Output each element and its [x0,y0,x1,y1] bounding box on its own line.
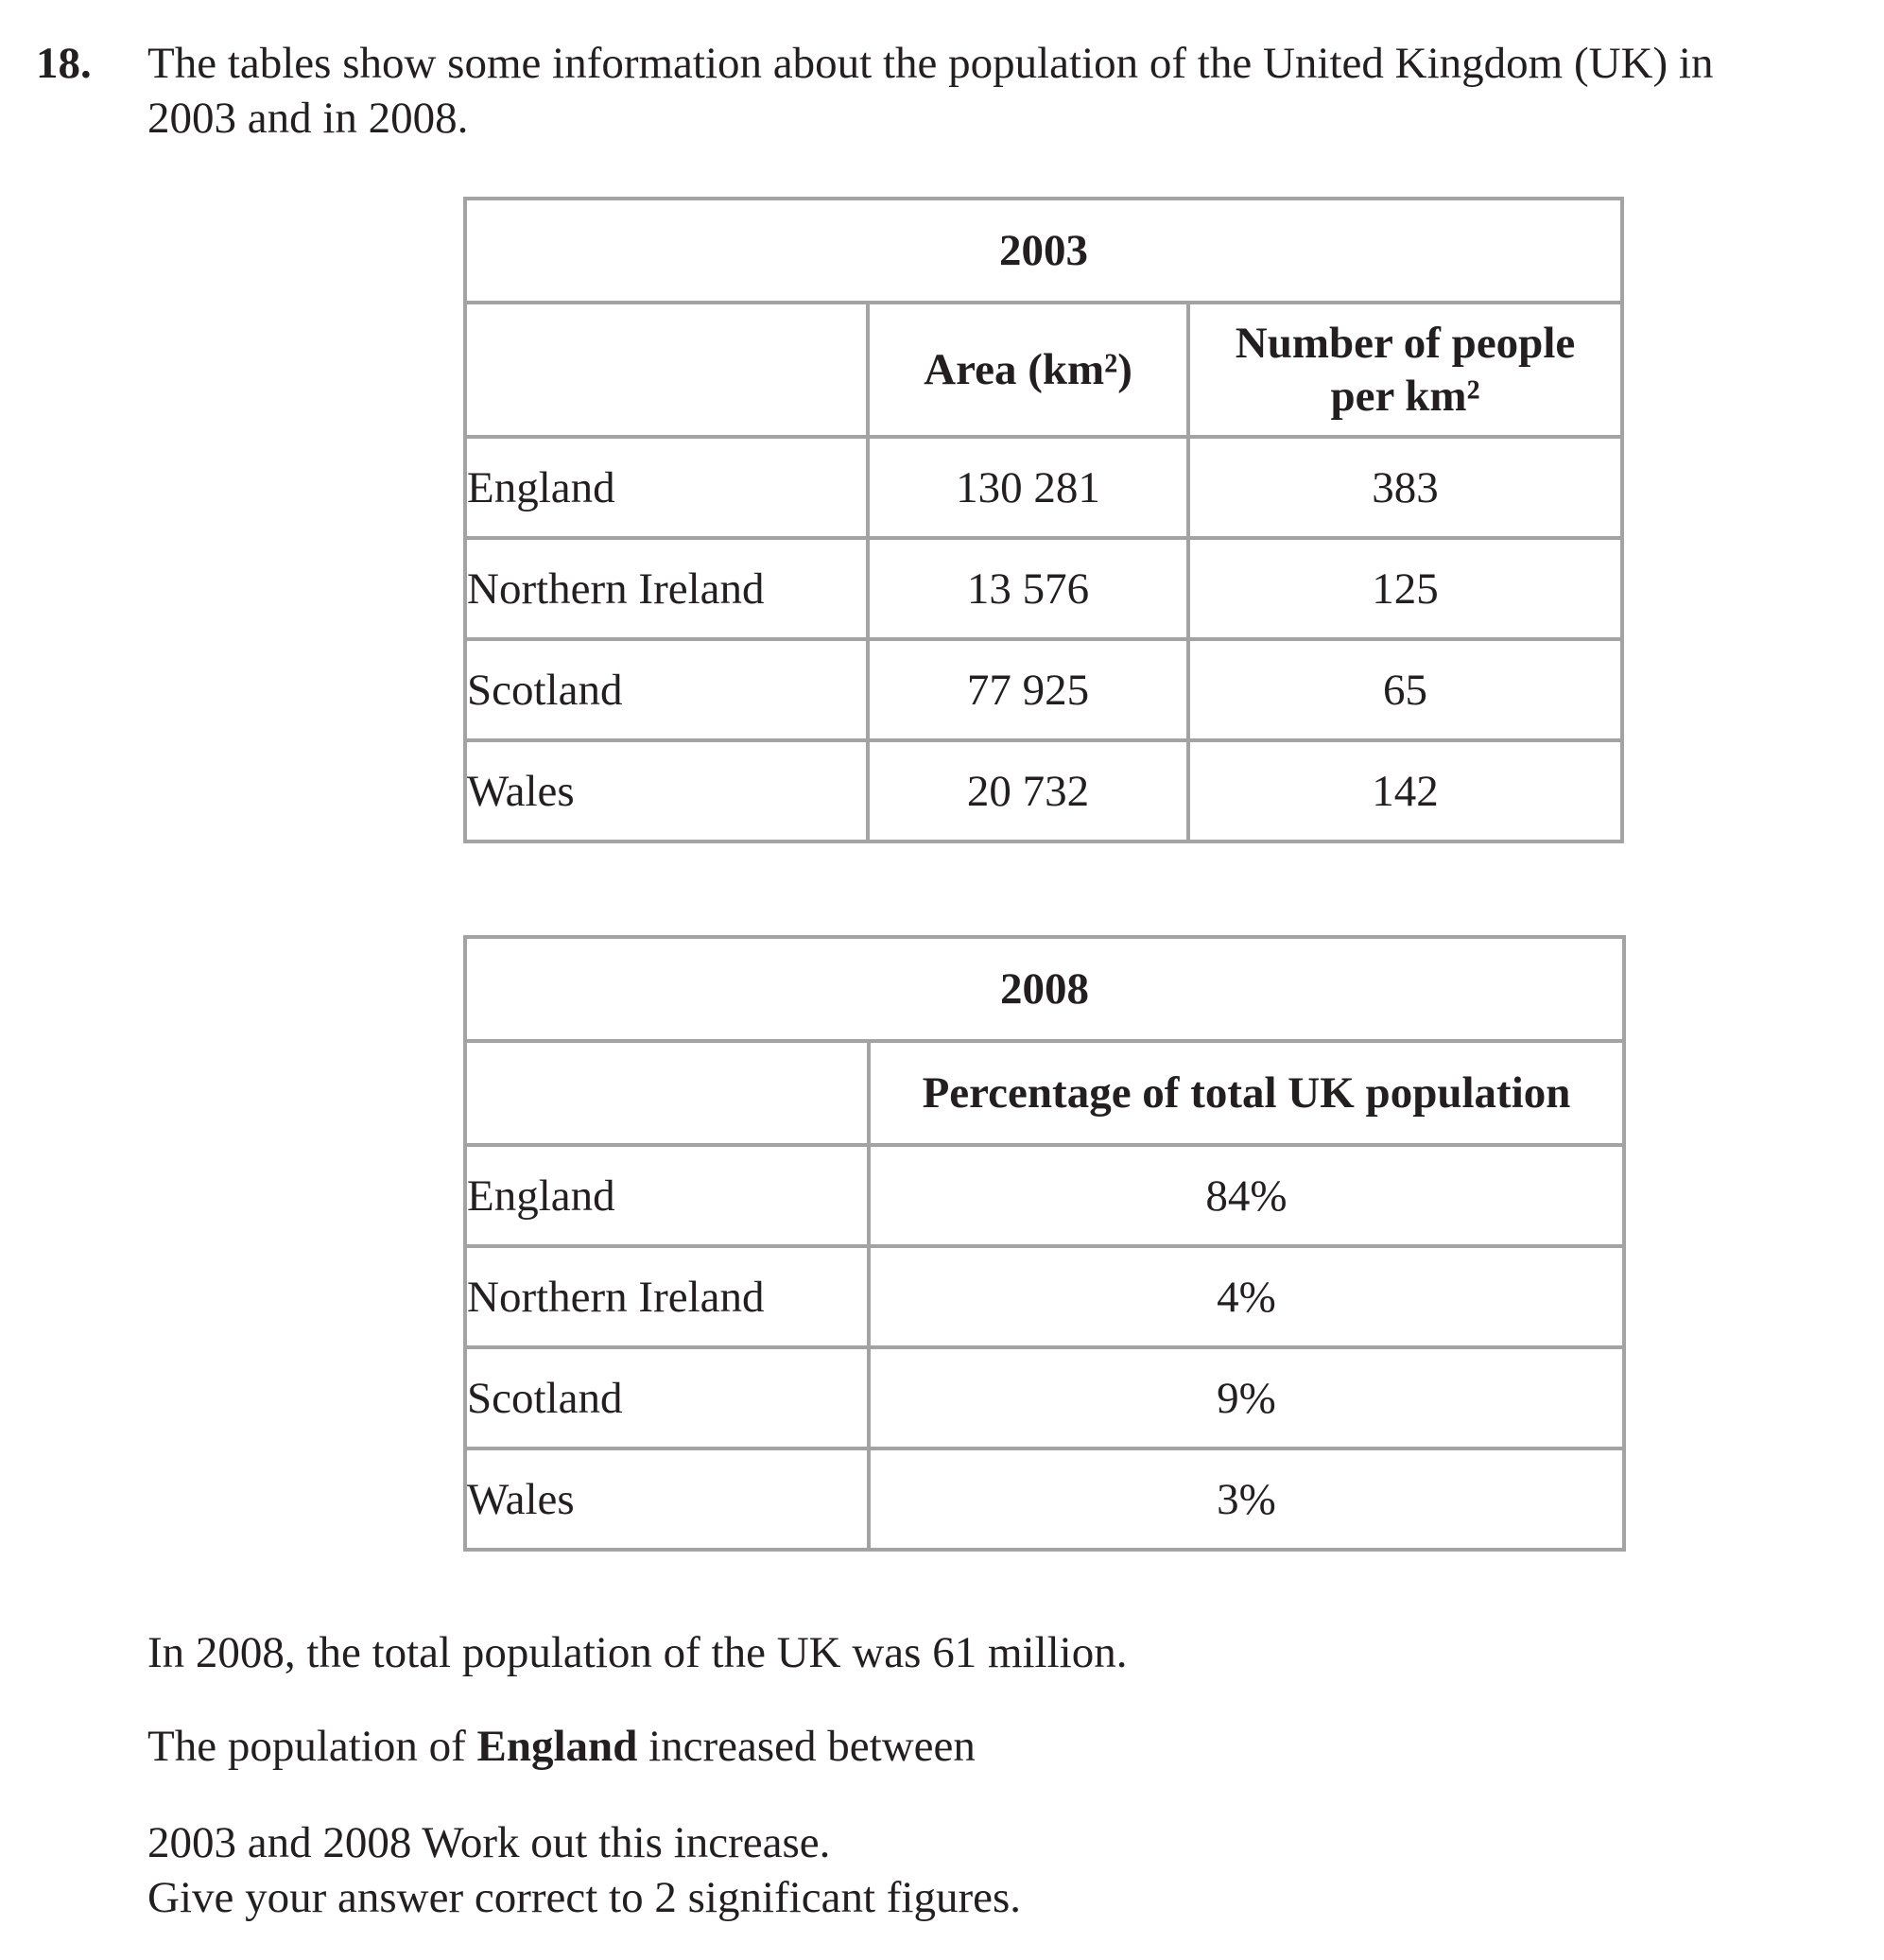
density-cell: 142 [1188,740,1622,841]
area-cell: 130 281 [868,437,1188,538]
table-2003-header-density-line-1: Number of people [1235,319,1576,368]
table-row [465,1145,1624,1246]
question-number: 18. [36,39,92,88]
table-2008 [463,935,1626,1552]
density-cell: 125 [1188,538,1622,639]
intro-line-2: 2003 and in 2008. [147,94,469,143]
region-cell: Wales [465,740,868,841]
area-cell: 77 925 [868,639,1188,740]
density-cell: 65 [1188,639,1622,740]
density-cell: 383 [1188,437,1622,538]
region-cell: Scotland [465,639,868,740]
table-2003-header-area: Area (km²) [868,303,1188,437]
increase-bold-england: England [476,1722,638,1771]
region-cell: England [465,1145,869,1246]
percentage-cell: 3% [869,1448,1624,1550]
increase-prefix: The population of [147,1722,477,1771]
table-row [465,1347,1624,1448]
percentage-cell: 84% [869,1145,1624,1246]
instruction-line-2: Give your answer correct to 2 significant figures. [147,1873,1022,1922]
area-cell: 20 732 [868,740,1188,841]
table-2003-title-row [465,199,1622,303]
table-row [465,437,1622,538]
table-2008-header-row [465,1041,1624,1145]
table-2008-title-row [465,937,1624,1041]
instruction-line-1: 2003 and 2008 Work out this increase. [147,1818,831,1867]
table-row [465,1246,1624,1347]
table-2008-header-percentage: Percentage of total UK population [869,1041,1624,1145]
england-increase-text [147,1719,976,1774]
table-row [465,1448,1624,1550]
table-2008-header-blank [465,1041,869,1145]
table-row [465,740,1622,841]
instruction-text [147,1815,1021,1925]
table-row [465,538,1622,639]
percentage-cell: 9% [869,1347,1624,1448]
table-2003-header-blank [465,303,868,437]
table-2008-title: 2008 [465,937,1624,1041]
table-row [465,639,1622,740]
table-2003 [463,197,1624,843]
table-2003-header-density [1188,303,1622,437]
percentage-cell: 4% [869,1246,1624,1347]
increase-suffix: increased between [637,1722,976,1771]
table-2003-header-density-line-2: per km² [1330,372,1480,421]
table-2003-title: 2003 [465,199,1622,303]
question-intro [147,36,1868,146]
region-cell: Wales [465,1448,869,1550]
region-cell: Northern Ireland [465,538,868,639]
table-2003-header-row [465,303,1622,437]
region-cell: Northern Ireland [465,1246,869,1347]
area-cell: 13 576 [868,538,1188,639]
total-population-text: In 2008, the total population of the UK was 61 million. [147,1628,1128,1677]
region-cell: Scotland [465,1347,869,1448]
region-cell: England [465,437,868,538]
intro-line-1: The tables show some information about the population of the United Kingdom (UK) in [147,39,1714,88]
